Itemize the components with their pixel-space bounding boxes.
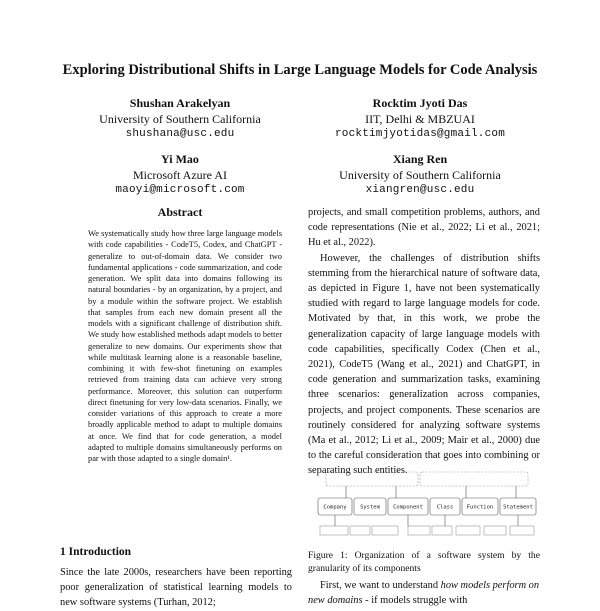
author-name: Rocktim Jyoti Das — [372, 96, 468, 110]
author-block-3 — [80, 152, 280, 199]
author-email: rocktimjyotidas@gmail.com — [334, 128, 506, 140]
author-block-4 — [300, 152, 540, 199]
author-email: xiangren@usc.edu — [365, 184, 475, 196]
right-column-text — [308, 205, 540, 479]
author-affiliation: IIT, Delhi & MBZUAI — [365, 111, 475, 126]
abstract-heading: Abstract — [157, 205, 203, 219]
figure-node-system: System — [360, 504, 380, 511]
figure-node-class: Class — [436, 504, 454, 511]
author-affiliation: University of Southern California — [99, 111, 261, 126]
author-name: Shushan Arakelyan — [129, 96, 231, 110]
author-email: shushana@usc.edu — [125, 128, 235, 140]
text-run: First, we want to understand — [320, 580, 441, 591]
author-name: Yi Mao — [161, 152, 199, 166]
author-block-1 — [60, 96, 300, 143]
paragraph: projects, and small competition problems, authors, and code representations (Nie et al., 2022; Li et al., 2021; Hu et al., 2022). — [308, 207, 540, 249]
figure-node-component: Component — [393, 504, 423, 511]
emphasis: how models perform on new domains — [308, 580, 540, 607]
abstract-text: We systematically study how three large language models with code capabilities - CodeT5, Codex, and ChatGPT - generalize to out-of-domain data. We consider two fundamental applications - code summarization, and code generation. We split data into domains following its natural boundaries - by an organization, by a project, and by a module within the software project. We establish that samples from each new domain present all the models with a significant challenge of distribution shift. We study how established methods adapt models to better generalize to new domains. Our experiments show that while multitask learning alone is a reasonable baseline, combining it with few-shot finetuning on examples retrieved from training data can achieve very strong performance. Moreover, this solution can outperform direct finetuning for very low-data scenarios. Finally, we consider variations of this approach to create a more broadly applicable method to adapt to multiple domains at once. We find that for code generation, a model adapted to multiple domains simultaneously performs on par with those adapted to a single domain¹. — [88, 229, 282, 463]
paragraph-bottom — [308, 578, 540, 608]
author-affiliation: University of Southern California — [339, 167, 501, 182]
introduction-text: Since the late 2000s, researchers have been reporting poor generalization of statistical learning models to new software systems (Turhan, 2012; — [60, 567, 292, 609]
figure-node-company: Company — [323, 504, 347, 511]
author-name: Xiang Ren — [392, 152, 448, 166]
text-run: - if models struggle with — [362, 595, 468, 607]
author-affiliation: Microsoft Azure AI — [133, 167, 227, 182]
figure-caption: Figure 1: Organization of a software system by the granularity of its components — [308, 550, 540, 574]
section-heading-introduction: 1 Introduction — [60, 546, 132, 558]
author-block-2 — [300, 96, 540, 143]
figure-node-statement: Statement — [503, 504, 533, 511]
figure-node-function: Function — [466, 504, 494, 511]
figure-1-diagram — [316, 468, 538, 548]
author-email: maoyi@microsoft.com — [115, 184, 245, 196]
paper-title: Exploring Distributional Shifts in Large Language Models for Code Analysis — [62, 62, 538, 78]
paragraph: However, the challenges of distribution shifts stemming from the hierarchical nature of software data, as depicted in Figure 1, have not been systematically studied with regard to large language models for code. Motivated by that, in this work, we probe the generalization capacity of large language models with code capabilities, specifically Codex (Chen et al., 2021), CodeT5 (Wang et al., 2021) and ChatGPT, in code generation and summarization tasks, examining three scenarios: generalization across companies, projects, and project components. These scenarios are routinely considered for analyzing software systems (Ma et al., 2012; Li et al., 2009; Mair et al., 2000) due to the careful consideration that goes into combining or separating such entities. — [308, 252, 540, 477]
